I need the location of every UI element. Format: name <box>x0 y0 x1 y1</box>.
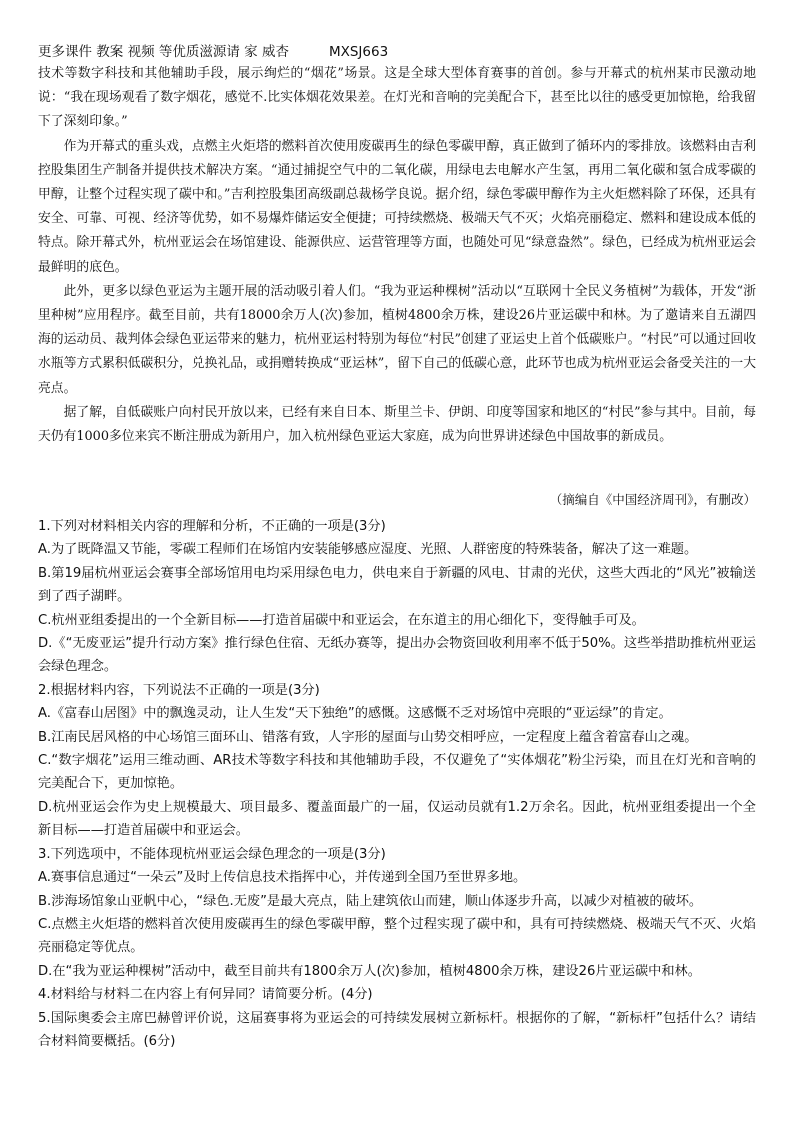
answer-option: C.杭州亚组委提出的一个全新目标——打造首届碳中和亚运会，在东道主的用心细化下，变得触手可及。 <box>38 612 645 628</box>
answer-option: B.江南民居风格的中心场馆三面环山、错落有致，人字形的屋面与山势交相呼应，一定程度上蕴含着富春山之魂。 <box>38 729 698 745</box>
answer-option: B.涉海场馆象山亚帆中心，“绿色.无废”是最大亮点，陆上建筑依山而建，顺山体逐步升高，以减少对植被的破坏。 <box>38 893 703 909</box>
answer-option: A.《富春山居图》中的飘逸灵动，让人生发“天下独绝”的感慨。这感慨不乏对场馆中亮眼的“亚运绿”的肯定。 <box>38 706 672 722</box>
passage-paragraph: 作为开幕式的重头戏，点燃主火炬塔的燃料首次使用废碳再生的绿色零碳甲醇，真正做到了循环内的零排放。该燃料由吉利控股集团生产制备并提供技术解决方案。“通过捕捉空气中的二氧化碳，用绿电去电解水产生氢，再用二氧化碳和氢合成零碳的甲醇，让整个过程实现了碳中和。”吉利控股集团高级副总裁杨学良说。据介绍，绿色零碳甲醇作为主火炬燃料除了环保，还具有安全、可靠、可视、经济等优势，如不易爆炸储运安全便捷；可持续燃烧、极端天气不灭；火焰亮丽稳定、燃料和建设成本低的特点。除开幕式外，杭州亚运会在场馆建设、能源供应、运营管理等方面，也随处可见“绿意盎然”。绿色，已经成为杭州亚运会最鲜明的底色。 <box>38 138 756 275</box>
passage-paragraph: 据了解，自低碳账户向村民开放以来，已经有来自日本、斯里兰卡、伊朗、印度等国家和地区的“村民”参与其中。目前，每天仍有1000多位来宾不断注册成为新用户，加入杭州绿色亚运大家庭，成为向世界讲述绿色中国故事的新成员。 <box>38 404 756 445</box>
answer-option: D.在“我为亚运种棵树”活动中，截至目前共有1800余万人(次)参加，植树4800余万株，建设26片亚运碳中和林。 <box>38 963 701 979</box>
answer-option: C.点燃主火炬塔的燃料首次使用废碳再生的绿色零碳甲醇，整个过程实现了碳中和，具有可持续燃烧、极端天气不灭、火焰亮丽稳定等优点。 <box>38 916 756 956</box>
answer-option: D.杭州亚运会作为史上规模最大、项目最多、覆盖面最广的一届，仅运动员就有1.2万余名。因此，杭州亚组委提出一个全新目标——打造首届碳中和亚运会。 <box>38 799 756 839</box>
answer-option: C.“数字烟花”运用三维动画、AR技术等数字科技和其他辅助手段，不仅避免了“实体烟花”粉尘污染，而且在灯光和音响的完美配合下，更加惊艳。 <box>38 753 756 792</box>
header-code: MXSJ663 <box>328 44 389 60</box>
page-header <box>38 40 388 60</box>
answer-option: D.《“无废亚运”提升行动方案》推行绿色住宿、无纸办赛等，提出办会物资回收利用率不低于50%。这些举措助推杭州亚运会绿色理念。 <box>38 636 756 675</box>
question-stem: 2.根据材料内容，下列说法不正确的一项是(3分) <box>38 682 320 698</box>
answer-option: B.第19届杭州亚运会赛事全部场馆用电均采用绿色电力，供电来自于新疆的风电、甘肃的光伏，这些大西北的“风光”被输送到了西子湖畔。 <box>38 565 756 605</box>
passage-paragraph: 此外，更多以绿色亚运为主题开展的活动吸引着人们。“我为亚运种棵树”活动以“互联网十全民义务植树”为载体，开发“浙里种树”应用程序。截至目前，共有18000余万人(次)参加，植树4800余万株，建设26片亚运碳中和林。为了邀请来自五湖四海的运动员、裁判体会绿色亚运带来的魅力，杭州亚运村特别为每位“村民”创建了亚运史上首个低碳账户。“村民”可以通过回收水瓶等方式累积低碳积分，兑换礼品，或捐赠转换成“亚运林”，留下自己的低碳心意，此环节也成为杭州亚运会备受关注的一大亮点。 <box>38 283 756 396</box>
question-section <box>38 515 756 1053</box>
answer-option: A.为了既降温又节能，零碳工程师们在场馆内安装能够感应湿度、光照、人群密度的特殊装备，解决了这一难题。 <box>38 542 698 558</box>
question-stem: 4.材料给与材料二在内容上有何异同？请简要分析。(4分) <box>38 987 373 1003</box>
reading-passage <box>38 62 756 449</box>
question-stem: 5.国际奥委会主席巴赫曾评价说，这届赛事将为亚运会的可持续发展树立新标杆。根据你的了解，“新标杆”包括什么？请结合材料简要概括。(6分) <box>38 1010 756 1049</box>
passage-source: （摘编自《中国经济周刊》，有删改） <box>549 492 756 507</box>
promo-text: 更多课件 教案 视频 等优质滋源请 家 威杏 <box>38 44 289 60</box>
passage-paragraph: 技术等数字科技和其他辅助手段，展示绚烂的“烟花”场景。这是全球大型体育赛事的首创。参与开幕式的杭州某市民激动地说：“我在现场观看了数字烟花，感觉不.比实体烟花效果差。在灯光和音响的完美配合下，甚至比以往的感受更加惊艳，给我留下了深刻印象。” <box>38 66 756 130</box>
question-stem: 3.下列选项中，不能体现杭州亚运会绿色理念的一项是(3分) <box>38 846 386 862</box>
answer-option: A.赛事信息通过“一朵云”及时上传信息技术指挥中心，并传递到全国乃至世界多地。 <box>38 870 527 886</box>
question-stem: 1.下列对材料相关内容的理解和分析，不正确的一项是(3分) <box>38 519 386 534</box>
